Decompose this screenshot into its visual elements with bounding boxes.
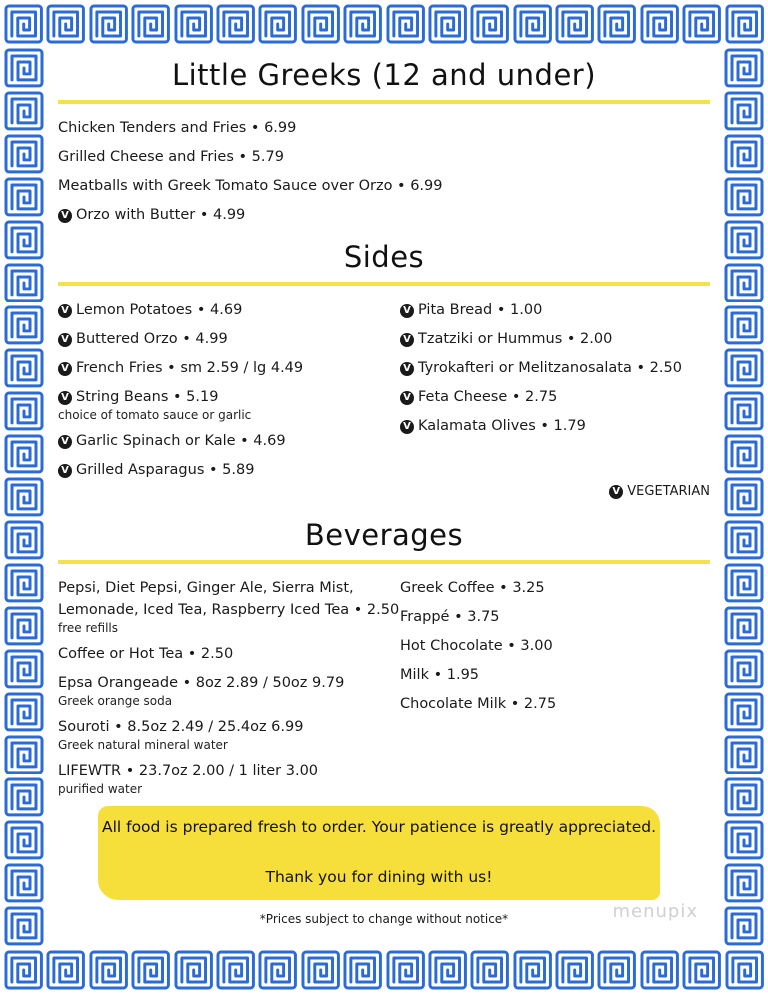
sides-title-rule [58, 282, 710, 286]
greek-key-icon [724, 91, 764, 131]
greek-key-icon [724, 477, 764, 517]
greek-key-icon [4, 134, 44, 174]
greek-key-icon [4, 391, 44, 431]
side-pita-bread: V Pita Bread • 1.00 [400, 302, 542, 318]
greek-key-icon [258, 950, 297, 990]
greek-key-icon [724, 563, 764, 603]
greek-key-icon [724, 820, 764, 860]
greek-key-icon [640, 950, 679, 990]
greek-key-icon [343, 4, 382, 44]
greek-key-icon [4, 820, 44, 860]
vegetarian-icon: V [58, 435, 72, 449]
bev-souroti-note: Greek natural mineral water [58, 738, 228, 752]
border-left [4, 48, 44, 946]
notice-banner [98, 806, 660, 900]
side-garlic-spinach: V Garlic Spinach or Kale • 4.69 [58, 433, 286, 449]
greek-key-icon [4, 777, 44, 817]
greek-key-icon [682, 4, 721, 44]
vegetarian-icon: V [58, 304, 72, 318]
vegetarian-legend: V VEGETARIAN [609, 484, 710, 499]
vegetarian-icon: V [400, 391, 414, 405]
greek-key-icon [724, 134, 764, 174]
side-tyrokafteri: V Tyrokafteri or Melitzanosalata • 2.50 [400, 360, 682, 376]
greek-key-icon [724, 305, 764, 345]
greek-key-icon [46, 4, 85, 44]
greek-key-icon [724, 906, 764, 946]
greek-key-icon [4, 649, 44, 689]
kids-item-chicken-tenders: Chicken Tenders and Fries • 6.99 [58, 120, 297, 136]
greek-key-icon [89, 4, 128, 44]
watermark-logo: menupix [612, 901, 698, 922]
greek-key-icon [724, 391, 764, 431]
greek-key-icon [301, 4, 340, 44]
border-top [4, 4, 764, 44]
greek-key-icon [724, 649, 764, 689]
greek-key-icon [386, 4, 425, 44]
bev-chocolate-milk: Chocolate Milk • 2.75 [400, 696, 557, 712]
greek-key-icon [640, 4, 679, 44]
bev-lifewtr-note: purified water [58, 782, 143, 796]
greek-key-icon [513, 950, 552, 990]
greek-key-icon [724, 692, 764, 732]
bev-lifewtr: LIFEWTR • 23.7oz 2.00 / 1 liter 3.00 [58, 763, 319, 779]
greek-key-icon [724, 520, 764, 560]
border-bottom [4, 950, 764, 990]
side-tzatziki-hummus: V Tzatziki or Hummus • 2.00 [400, 331, 612, 347]
greek-key-icon [4, 606, 44, 646]
border-right [724, 48, 764, 946]
bev-sodas-line1: Pepsi, Diet Pepsi, Ginger Ale, Sierra Mist, [58, 580, 354, 596]
greek-key-icon [4, 4, 43, 44]
side-french-fries: V French Fries • sm 2.59 / lg 4.49 [58, 360, 303, 376]
side-string-beans-note: choice of tomato sauce or garlic [58, 408, 252, 422]
beverages-section-title: Beverages [304, 518, 464, 552]
greek-key-icon [597, 4, 636, 44]
greek-key-icon [724, 434, 764, 474]
bev-sodas-line2: Lemonade, Iced Tea, Raspberry Iced Tea • 2.50 [58, 602, 400, 618]
kids-item-orzo-butter: V Orzo with Butter • 4.99 [58, 207, 245, 223]
greek-key-icon [724, 263, 764, 303]
greek-key-icon [513, 4, 552, 44]
greek-key-icon [724, 177, 764, 217]
greek-key-icon [4, 48, 44, 88]
greek-key-icon [725, 950, 764, 990]
greek-key-icon [4, 735, 44, 775]
greek-key-icon [724, 348, 764, 388]
bev-frappe: Frappé • 3.75 [400, 609, 500, 625]
greek-key-icon [258, 4, 297, 44]
greek-key-icon [343, 950, 382, 990]
greek-key-icon [89, 950, 128, 990]
banner-thank-you: Thank you for dining with us! [265, 868, 493, 886]
greek-key-icon [131, 4, 170, 44]
side-kalamata-olives: V Kalamata Olives • 1.79 [400, 418, 586, 434]
side-lemon-potatoes: V Lemon Potatoes • 4.69 [58, 302, 242, 318]
side-buttered-orzo: V Buttered Orzo • 4.99 [58, 331, 228, 347]
greek-key-icon [724, 777, 764, 817]
greek-key-icon [428, 950, 467, 990]
bev-souroti: Souroti • 8.5oz 2.49 / 25.4oz 6.99 [58, 719, 304, 735]
greek-key-icon [174, 4, 213, 44]
greek-key-icon [682, 950, 721, 990]
greek-key-icon [4, 220, 44, 260]
greek-key-icon [725, 4, 764, 44]
greek-key-icon [46, 950, 85, 990]
greek-key-icon [555, 4, 594, 44]
greek-key-icon [216, 4, 255, 44]
kids-title-rule [58, 100, 710, 104]
prices-note: *Prices subject to change without notice* [259, 912, 509, 926]
vegetarian-icon: V [58, 333, 72, 347]
greek-key-icon [724, 220, 764, 260]
menu-page [58, 52, 710, 942]
vegetarian-icon: V [400, 362, 414, 376]
vegetarian-icon: V [58, 362, 72, 376]
bev-milk: Milk • 1.95 [400, 667, 480, 683]
side-grilled-asparagus: V Grilled Asparagus • 5.89 [58, 462, 254, 478]
greek-key-icon [724, 863, 764, 903]
vegetarian-icon: V [400, 333, 414, 347]
bev-sodas-note: free refills [58, 621, 119, 635]
greek-key-icon [428, 4, 467, 44]
greek-key-icon [4, 906, 44, 946]
greek-key-icon [470, 950, 509, 990]
greek-key-icon [4, 520, 44, 560]
greek-key-icon [724, 606, 764, 646]
greek-key-icon [4, 863, 44, 903]
greek-key-icon [4, 477, 44, 517]
vegetarian-icon: V [400, 420, 414, 434]
greek-key-icon [4, 692, 44, 732]
beverages-title-rule [58, 560, 710, 564]
greek-key-icon [4, 950, 43, 990]
greek-key-icon [4, 305, 44, 345]
kids-item-grilled-cheese: Grilled Cheese and Fries • 5.79 [58, 149, 284, 165]
greek-key-icon [4, 263, 44, 303]
vegetarian-icon: V [400, 304, 414, 318]
vegetarian-icon: V [58, 391, 72, 405]
greek-key-icon [4, 177, 44, 217]
bev-greek-coffee: Greek Coffee • 3.25 [400, 580, 545, 596]
banner-fresh-note: All food is prepared fresh to order. Your patience is greatly appreciated. [101, 818, 657, 836]
greek-key-icon [4, 348, 44, 388]
greek-key-icon [4, 91, 44, 131]
greek-key-icon [470, 4, 509, 44]
greek-key-icon [724, 48, 764, 88]
greek-key-icon [301, 950, 340, 990]
vegetarian-icon: V [58, 209, 72, 223]
greek-key-icon [131, 950, 170, 990]
greek-key-icon [174, 950, 213, 990]
bev-epsa-note: Greek orange soda [58, 694, 173, 708]
greek-key-icon [216, 950, 255, 990]
greek-key-icon [386, 950, 425, 990]
bev-epsa-orangeade: Epsa Orangeade • 8oz 2.89 / 50oz 9.79 [58, 675, 345, 691]
bev-coffee-hot-tea: Coffee or Hot Tea • 2.50 [58, 646, 234, 662]
bev-hot-chocolate: Hot Chocolate • 3.00 [400, 638, 553, 654]
kids-item-meatballs: Meatballs with Greek Tomato Sauce over Orzo • 6.99 [58, 178, 443, 194]
greek-key-icon [4, 434, 44, 474]
vegetarian-icon: V [58, 464, 72, 478]
greek-key-icon [555, 950, 594, 990]
sides-section-title: Sides [343, 240, 425, 274]
kids-section-title: Little Greeks (12 and under) [171, 58, 597, 92]
side-feta-cheese: V Feta Cheese • 2.75 [400, 389, 557, 405]
greek-key-icon [597, 950, 636, 990]
vegetarian-icon: V [609, 485, 623, 499]
greek-key-icon [724, 735, 764, 775]
greek-key-icon [4, 563, 44, 603]
side-string-beans: V String Beans • 5.19 [58, 389, 218, 405]
